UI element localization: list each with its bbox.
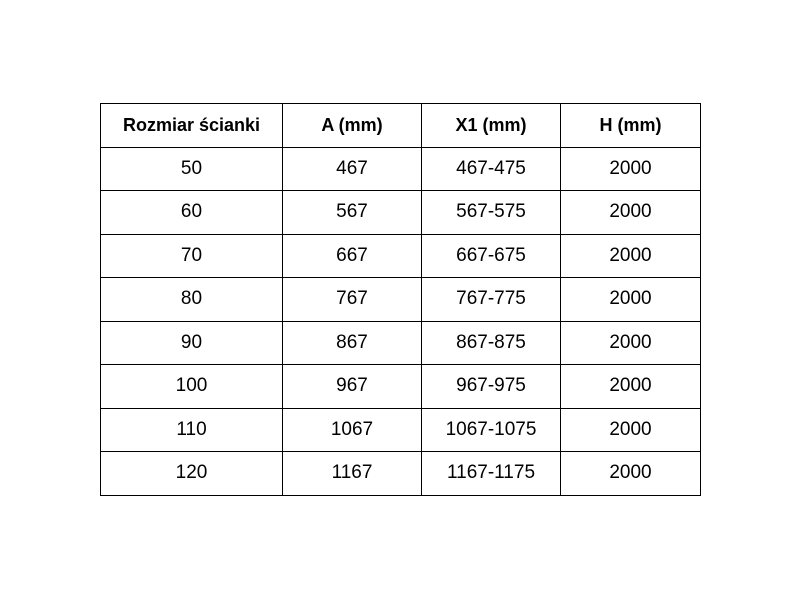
cell-a: 1067 <box>283 408 422 452</box>
header-h-mm: H (mm) <box>561 104 701 148</box>
cell-wall-size: 50 <box>101 147 283 191</box>
cell-h: 2000 <box>561 147 701 191</box>
dimensions-table <box>100 103 701 496</box>
cell-h: 2000 <box>561 365 701 409</box>
cell-h: 2000 <box>561 321 701 365</box>
cell-x1: 867-875 <box>422 321 561 365</box>
table-row <box>101 278 701 322</box>
cell-x1: 567-575 <box>422 191 561 235</box>
cell-x1: 1167-1175 <box>422 452 561 496</box>
header-x1-mm: X1 (mm) <box>422 104 561 148</box>
header-wall-size: Rozmiar ścianki <box>101 104 283 148</box>
cell-a: 867 <box>283 321 422 365</box>
table-row <box>101 408 701 452</box>
table-row <box>101 147 701 191</box>
cell-h: 2000 <box>561 191 701 235</box>
cell-x1: 967-975 <box>422 365 561 409</box>
cell-a: 767 <box>283 278 422 322</box>
table-row <box>101 191 701 235</box>
cell-x1: 1067-1075 <box>422 408 561 452</box>
cell-a: 567 <box>283 191 422 235</box>
cell-h: 2000 <box>561 452 701 496</box>
cell-wall-size: 100 <box>101 365 283 409</box>
cell-h: 2000 <box>561 408 701 452</box>
table-row <box>101 452 701 496</box>
cell-h: 2000 <box>561 278 701 322</box>
table-row <box>101 234 701 278</box>
cell-wall-size: 90 <box>101 321 283 365</box>
cell-x1: 767-775 <box>422 278 561 322</box>
cell-a: 467 <box>283 147 422 191</box>
table-row <box>101 321 701 365</box>
cell-wall-size: 60 <box>101 191 283 235</box>
cell-a: 967 <box>283 365 422 409</box>
table-header-row <box>101 104 701 148</box>
cell-x1: 667-675 <box>422 234 561 278</box>
cell-wall-size: 80 <box>101 278 283 322</box>
cell-wall-size: 110 <box>101 408 283 452</box>
cell-a: 1167 <box>283 452 422 496</box>
cell-a: 667 <box>283 234 422 278</box>
cell-x1: 467-475 <box>422 147 561 191</box>
header-a-mm: A (mm) <box>283 104 422 148</box>
cell-h: 2000 <box>561 234 701 278</box>
table-row <box>101 365 701 409</box>
cell-wall-size: 70 <box>101 234 283 278</box>
cell-wall-size: 120 <box>101 452 283 496</box>
